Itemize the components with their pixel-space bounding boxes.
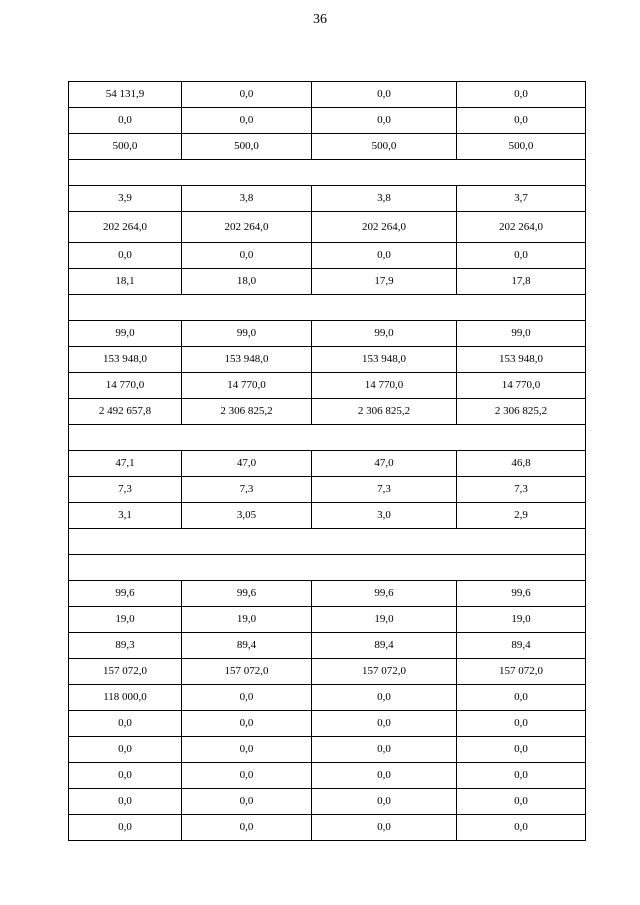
- table-cell: 157 072,0: [69, 659, 182, 685]
- table-cell: 0,0: [457, 789, 586, 815]
- table-cell: 99,0: [182, 321, 312, 347]
- table-cell: 0,0: [312, 763, 457, 789]
- table-cell: 0,0: [182, 763, 312, 789]
- table-row: [69, 789, 586, 815]
- table-cell: 99,6: [182, 581, 312, 607]
- table-cell: 500,0: [312, 134, 457, 160]
- table-cell: 0,0: [182, 243, 312, 269]
- table-row: [69, 243, 586, 269]
- table-cell: 0,0: [182, 815, 312, 841]
- table-cell: 0,0: [457, 108, 586, 134]
- section-separator-cell: [69, 295, 586, 321]
- table-cell: 99,0: [457, 321, 586, 347]
- table-cell: 153 948,0: [182, 347, 312, 373]
- table-cell: 0,0: [182, 82, 312, 108]
- table-cell: 0,0: [182, 789, 312, 815]
- table-body: [69, 82, 586, 841]
- table-cell: 500,0: [457, 134, 586, 160]
- table-row: [69, 82, 586, 108]
- table-cell: 0,0: [457, 737, 586, 763]
- table-row: [69, 581, 586, 607]
- table-cell: 153 948,0: [312, 347, 457, 373]
- table-cell: 7,3: [69, 477, 182, 503]
- section-separator-cell: [69, 160, 586, 186]
- table-cell: 0,0: [69, 243, 182, 269]
- table-cell: 0,0: [182, 685, 312, 711]
- table-cell: 7,3: [457, 477, 586, 503]
- table-cell: 7,3: [312, 477, 457, 503]
- table-cell: 0,0: [312, 108, 457, 134]
- table-cell: 17,9: [312, 269, 457, 295]
- table-cell: 202 264,0: [69, 212, 182, 243]
- table-cell: 17,8: [457, 269, 586, 295]
- table-cell: 0,0: [312, 685, 457, 711]
- table-cell: 19,0: [457, 607, 586, 633]
- table-cell: 99,6: [457, 581, 586, 607]
- table-cell: 3,8: [182, 186, 312, 212]
- table-cell: 0,0: [69, 737, 182, 763]
- table-cell: 19,0: [182, 607, 312, 633]
- table-section-row: [69, 529, 586, 555]
- table-cell: 2 306 825,2: [457, 399, 586, 425]
- table-cell: 157 072,0: [312, 659, 457, 685]
- table-cell: 89,3: [69, 633, 182, 659]
- table-cell: 0,0: [69, 815, 182, 841]
- section-separator-cell: [69, 425, 586, 451]
- table-cell: 46,8: [457, 451, 586, 477]
- section-separator-cell: [69, 529, 586, 555]
- table-row: [69, 321, 586, 347]
- table-cell: 99,0: [69, 321, 182, 347]
- table-cell: 54 131,9: [69, 82, 182, 108]
- table-cell: 0,0: [457, 815, 586, 841]
- table-cell: 0,0: [457, 82, 586, 108]
- table-cell: 14 770,0: [312, 373, 457, 399]
- page-number: 36: [313, 12, 327, 27]
- table-cell: 99,6: [312, 581, 457, 607]
- table-cell: 14 770,0: [69, 373, 182, 399]
- table-row: [69, 737, 586, 763]
- table-cell: 0,0: [182, 737, 312, 763]
- table-row: [69, 108, 586, 134]
- table-cell: 0,0: [457, 763, 586, 789]
- table-cell: 89,4: [312, 633, 457, 659]
- table-cell: 0,0: [312, 711, 457, 737]
- table-row: [69, 503, 586, 529]
- section-separator-cell: [69, 555, 586, 581]
- table-row: [69, 347, 586, 373]
- table-cell: 118 000,0: [69, 685, 182, 711]
- table-cell: 153 948,0: [457, 347, 586, 373]
- table-cell: 0,0: [69, 763, 182, 789]
- table-cell: 47,0: [182, 451, 312, 477]
- table-cell: 202 264,0: [182, 212, 312, 243]
- table-cell: 47,1: [69, 451, 182, 477]
- table-cell: 0,0: [312, 737, 457, 763]
- table-cell: 2 492 657,8: [69, 399, 182, 425]
- data-table: [68, 81, 586, 841]
- table-row: [69, 451, 586, 477]
- table-cell: 157 072,0: [182, 659, 312, 685]
- table-cell: 0,0: [69, 711, 182, 737]
- table-section-row: [69, 295, 586, 321]
- table-cell: 0,0: [69, 789, 182, 815]
- table-cell: 0,0: [312, 82, 457, 108]
- table-cell: 14 770,0: [457, 373, 586, 399]
- table-row: [69, 186, 586, 212]
- table-cell: 3,05: [182, 503, 312, 529]
- table-row: [69, 815, 586, 841]
- table-cell: 7,3: [182, 477, 312, 503]
- table-cell: 99,6: [69, 581, 182, 607]
- table-cell: 202 264,0: [312, 212, 457, 243]
- table-cell: 3,0: [312, 503, 457, 529]
- table-row: [69, 607, 586, 633]
- table-cell: 99,0: [312, 321, 457, 347]
- table-row: [69, 134, 586, 160]
- table-cell: 153 948,0: [69, 347, 182, 373]
- table-cell: 3,9: [69, 186, 182, 212]
- table-cell: 0,0: [457, 243, 586, 269]
- table-cell: 89,4: [182, 633, 312, 659]
- table-cell: 500,0: [69, 134, 182, 160]
- table-row: [69, 399, 586, 425]
- table-section-row: [69, 555, 586, 581]
- table-row: [69, 659, 586, 685]
- table-cell: 157 072,0: [457, 659, 586, 685]
- table-cell: 202 264,0: [457, 212, 586, 243]
- table-cell: 89,4: [457, 633, 586, 659]
- table-cell: 19,0: [312, 607, 457, 633]
- table-cell: 500,0: [182, 134, 312, 160]
- table-row: [69, 763, 586, 789]
- table-row: [69, 477, 586, 503]
- table-row: [69, 685, 586, 711]
- table-cell: 0,0: [182, 108, 312, 134]
- table-row: [69, 711, 586, 737]
- table-cell: 2,9: [457, 503, 586, 529]
- table-row: [69, 373, 586, 399]
- table-cell: 2 306 825,2: [312, 399, 457, 425]
- table-cell: 0,0: [312, 815, 457, 841]
- table-row: [69, 269, 586, 295]
- table-cell: 19,0: [69, 607, 182, 633]
- table-section-row: [69, 425, 586, 451]
- table-cell: 3,1: [69, 503, 182, 529]
- table-section-row: [69, 160, 586, 186]
- table-cell: 0,0: [69, 108, 182, 134]
- table-cell: 3,7: [457, 186, 586, 212]
- table-cell: 0,0: [182, 711, 312, 737]
- table-cell: 3,8: [312, 186, 457, 212]
- table-cell: 47,0: [312, 451, 457, 477]
- table-cell: 14 770,0: [182, 373, 312, 399]
- table-cell: 0,0: [457, 685, 586, 711]
- table-row: [69, 212, 586, 243]
- table-cell: 0,0: [312, 789, 457, 815]
- table-cell: 18,1: [69, 269, 182, 295]
- table-cell: 0,0: [457, 711, 586, 737]
- table-cell: 18,0: [182, 269, 312, 295]
- table-row: [69, 633, 586, 659]
- table-cell: 2 306 825,2: [182, 399, 312, 425]
- table-cell: 0,0: [312, 243, 457, 269]
